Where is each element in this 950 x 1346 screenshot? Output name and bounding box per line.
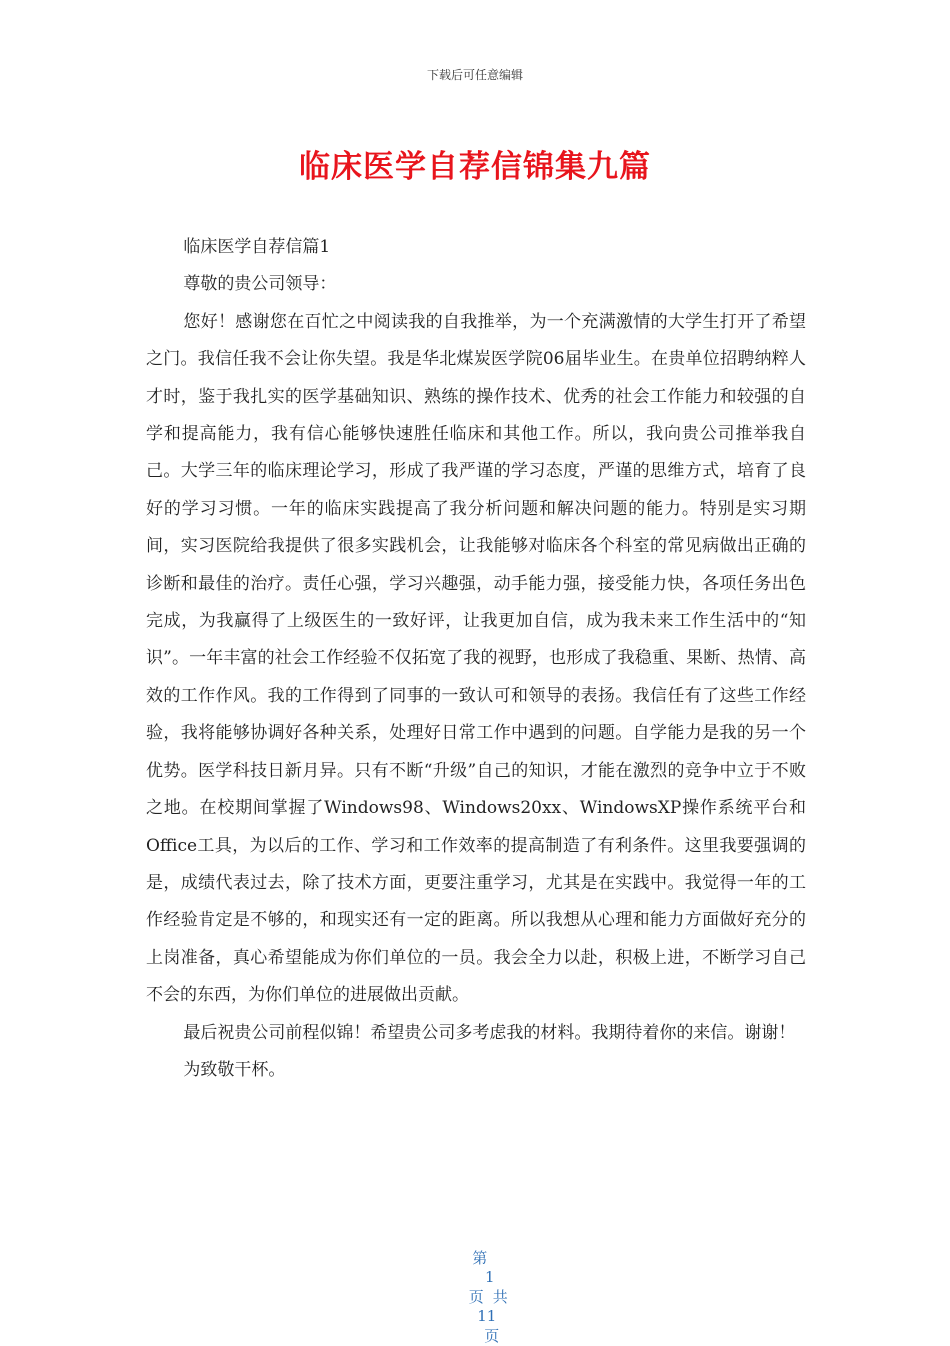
closing-paragraph: 最后祝贵公司前程似锦！希望贵公司多考虑我的材料。我期待着你的来信。谢谢！	[183, 1022, 796, 1043]
closing-salute: 为致敬干杯。	[183, 1059, 286, 1080]
page-prefix: 第	[472, 1249, 488, 1267]
body-paragraph: 您好！感谢您在百忙之中阅读我的自我推举，为一个充满激情的大学生打开了希望之门。我信任我不会让你失望。我是华北煤炭医学院06届毕业生。在贵单位招聘纳粹人才时，鉴于我扎实的医学基础知识、熟练的操作技术、优秀的社会工作能力和较强的自学和提高能力，我有信心能够快速胜任临床和其他工作。所以，我向贵公司推举我自己。大学三年的临床理论学习，形成了我严谨的学习态度，严谨的思维方式，培育了良好的学习习惯。一年的临床实践提高了我分析问题和解决问题的能力。特别是实习期间，实习医院给我提供了很多实践机会，让我能够对临床各个科室的常见病做出正确的诊断和最佳的治疗。责任心强，学习兴趣强，动手能力强，接受能力快，各项任务出色完成，为我赢得了上级医生的一致好评，让我更加自信，成为我未来工作生活中的“知识”。一年丰富的社会工作经验不仅拓宽了我的视野，也形成了我稳重、果断、热情、高效的工作作风。我的工作得到了同事的一致认可和领导的表扬。我信任有了这些工作经验，我将能够协调好各种关系，处理好日常工作中遇到的问题。自学能力是我的另一个优势。医学科技日新月异。只有不断“升级”自己的知识，才能在激烈的竞争中立于不败之地。在校期间掌握了Windows98、Windows20xx、WindowsXP操作系统平台和Office工具，为以后的工作、学习和工作效率的提高制造了有利条件。这里我要强调的是，成绩代表过去，除了技术方面，更要注重学习，尤其是在实践中。我觉得一年的工作经验肯定是不够的，和现实还有一定的距离。所以我想从心理和能力方面做好充分的上岗准备，真心希望能成为你们单位的一员。我会全力以赴，积极上进，不断学习自己不会的东西，为你们单位的进展做出贡献。	[146, 311, 806, 1006]
header-note: 下载后可任意编辑	[426, 68, 523, 82]
section-heading: 临床医学自荐信篇1	[183, 237, 331, 257]
page-suffix: 页	[484, 1327, 500, 1345]
page-middle: 页共	[468, 1288, 517, 1306]
page-total: 11	[477, 1307, 497, 1325]
salutation: 尊敬的贵公司领导：	[183, 274, 337, 295]
document-body	[146, 229, 806, 1089]
document-title: 临床医学自荐信锦集九篇	[299, 149, 651, 185]
page-footer	[0, 1229, 950, 1346]
page-current: 1	[485, 1268, 495, 1286]
